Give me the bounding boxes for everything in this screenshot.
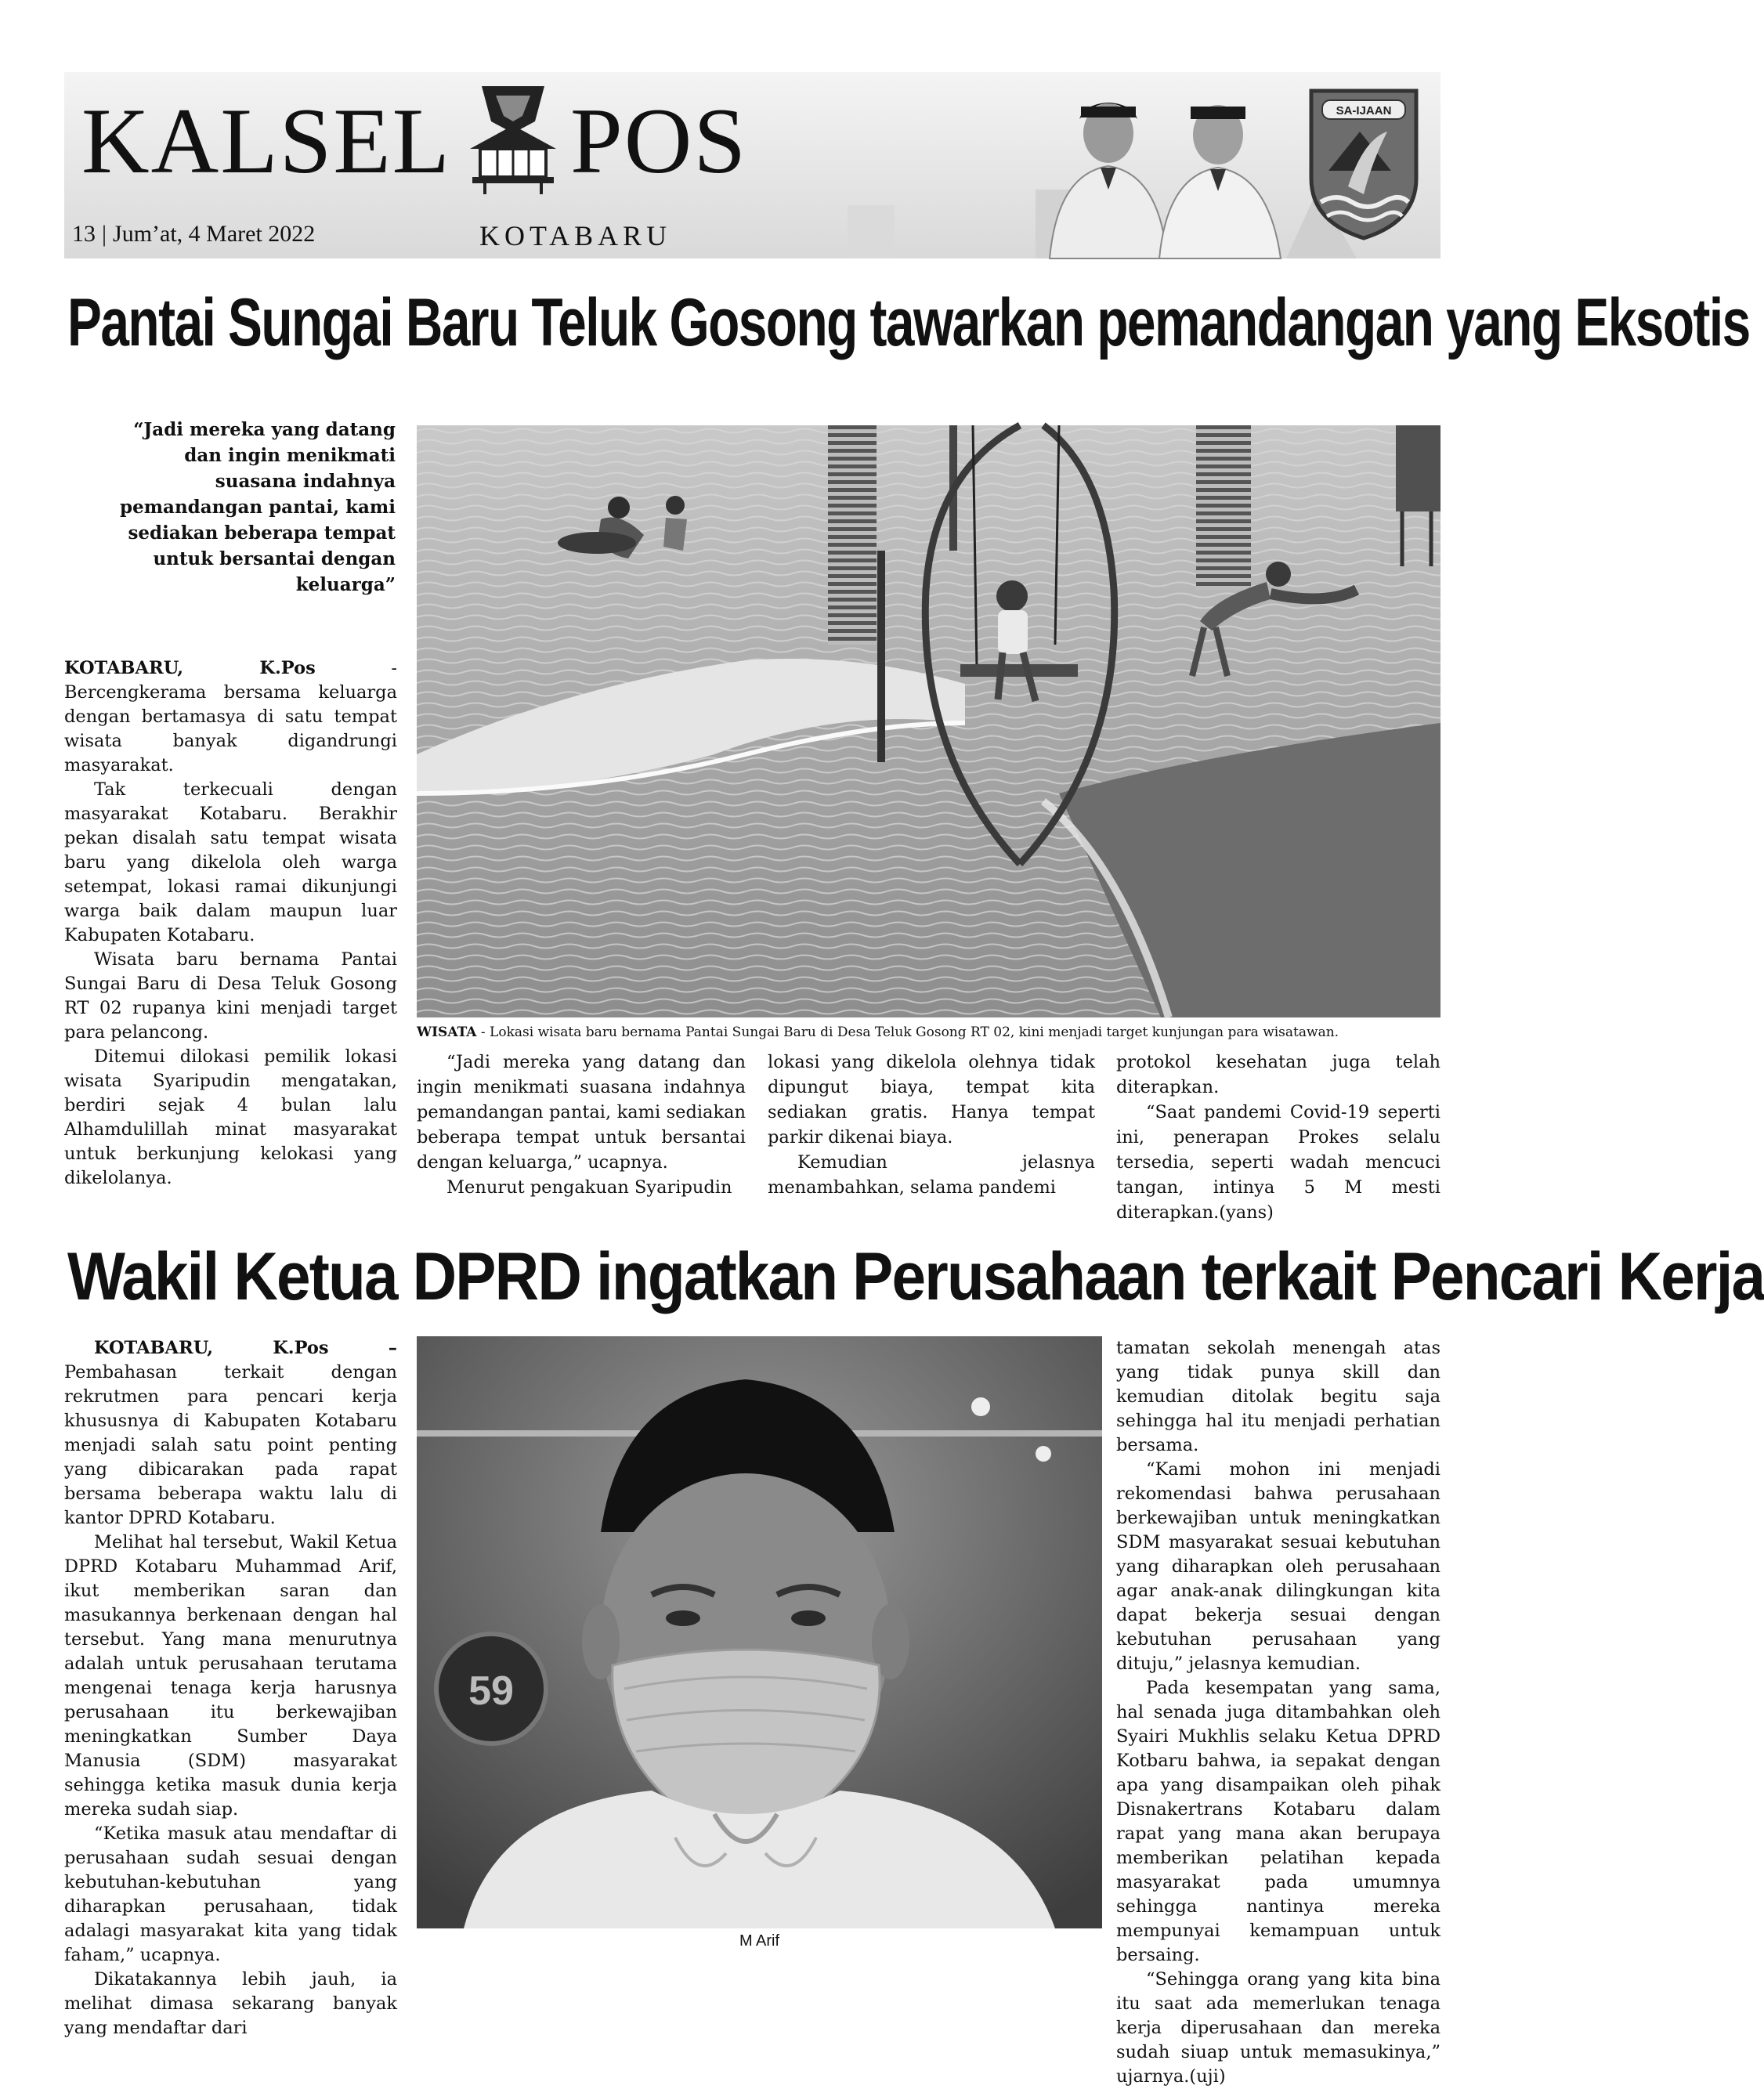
article-1-pullquote: “Jadi mereka yang datang dan ingin menikmati suasana indahnya pemandangan pantai, kami sediakan beberapa tempat untuk bersantai dengan keluarga”: [120, 419, 396, 595]
caption-label: WISATA: [417, 1025, 477, 1040]
dateline: KOTABARU, K.Pos –: [94, 1338, 397, 1358]
article-2-headline: Wakil Ketua DPRD ingatkan Perusahaan terkait Pencari Kerja: [67, 1239, 1764, 1314]
brand-name-right: POS: [570, 89, 748, 193]
paragraph: KOTABARU, K.Pos - Bercengkerama bersama keluarga dengan bertamasya di satu tempat wisata banyak digandrungi masyarakat.: [64, 658, 397, 775]
paragraph: “Kami mohon ini menjadi rekomendasi bahwa perusahaan berkewajiban untuk meningkatkan SDM masyarakat sesuai kebutuhan yang diharapkan oleh perusahaan agar anak-anak dilingkungan kita dapat bekerja sesuai dengan kebutuhan perusahaan yang dituju,” jelasnya kemudian.: [1116, 1459, 1440, 1674]
paragraph: KOTABARU, K.Pos – Pembahasan terkait dengan rekrutmen para pencari kerja khususnya di Kabupaten Kotabaru menjadi salah satu point penting yang dibicarakan pada rapat bersama beberapa waktu lalu di kantor DPRD Kotabaru.: [64, 1338, 397, 1528]
paragraph: Dikatakannya lebih jauh, ia melihat dimasa sekarang banyak yang mendaftar dari: [64, 1969, 397, 2038]
official-portrait-photo: [417, 1336, 1102, 1928]
paragraph: Menurut pengakuan Syaripudin: [446, 1177, 732, 1198]
article-2-column-1: [64, 1336, 397, 2040]
paragraph: Pada kesempatan yang sama, hal senada juga ditambahkan oleh Syairi Mukhlis selaku Ketua DPRD Kotbaru bahwa, ia sepakat dengan apa yang disampaikan oleh pihak Disnakertrans Kotabaru dalam rapat yang mana akan berupaya memberikan pelatihan kepada masyarakat pada umumnya sehingga nantinya mereka mempunyai kemampuan untuk bersaing.: [1116, 1678, 1440, 1965]
issue-info: 13 | Jum’at, 4 Maret 2022: [72, 221, 316, 247]
dateline: KOTABARU, K.Pos: [64, 658, 316, 678]
paragraph: Melihat hal tersebut, Wakil Ketua DPRD Kotabaru Muhammad Arif, ikut memberikan saran dan masukannya berkenaan dengan hal tersebut. Yang mana menurutnya adalah untuk perusahaan terutama mengenai tenaga kerja harusnya perusahaan itu berkewajiban meningkatkan Sumber Daya Manusia (SDM) masyarakat sehingga ketika masuk dunia kerja mereka sudah siap.: [64, 1532, 397, 1820]
article-2-column-3: [1116, 1336, 1440, 2089]
brand-name-left: KALSEL: [81, 89, 451, 193]
article-1-column-1: [64, 656, 397, 1191]
paragraph: “Jadi mereka yang datang dan ingin menikmati suasana indahnya pemandangan pantai, kami sediakan beberapa tempat untuk bersantai dengan keluarga,” ucapnya.: [417, 1052, 746, 1173]
article-1-column-4: [1116, 1050, 1440, 1225]
paragraph: protokol kesehatan juga telah diterapkan.: [1116, 1052, 1440, 1097]
article-1-column-3: [768, 1050, 1095, 1200]
article-1-column-2: [417, 1050, 746, 1200]
beach-swing-photo: [417, 425, 1440, 1017]
traditional-house-logo-icon: [466, 78, 560, 196]
paragraph: Ditemui dilokasi pemilik lokasi wisata Syaripudin mengatakan, berdiri sejak 4 bulan lalu Alhamdulillah minat masyarakat untuk berkunjung kelokasi yang dikelolanya.: [64, 1046, 397, 1188]
svg-text:59: 59: [468, 1668, 514, 1714]
paragraph: Kemudian jelasnya menambahkan, selama pandemi: [768, 1152, 1095, 1198]
paragraph: “Saat pandemi Covid-19 seperti ini, penerapan Prokes selalu tersedia, seperti wadah mencuci tangan, intinya 5 M mesti diterapkan.(yans): [1116, 1102, 1440, 1223]
paragraph: “Ketika masuk atau mendaftar di perusahaan sudah sesuai dengan kebutuhan-kebutuhan yang diharapkan perusahaan, tidak adalagi masyarakat kita yang tidak faham,” ucapnya.: [64, 1823, 397, 1965]
article-1-headline: Pantai Sungai Baru Teluk Gosong tawarkan pemandangan yang Eksotis: [67, 285, 1750, 360]
paragraph: tamatan sekolah menengah atas yang tidak punya skill dan kemudian ditolak begitu saja sehingga hal itu menjadi perhatian bersama.: [1116, 1338, 1440, 1455]
issue-date: Jum’at, 4 Maret 2022: [113, 221, 316, 247]
paragraph: Wisata baru bernama Pantai Sungai Baru di Desa Teluk Gosong RT 02 rupanya kini menjadi target para pelancong.: [64, 949, 397, 1043]
section-name: KOTABARU: [479, 220, 672, 251]
paragraph: “Sehingga orang yang kita bina itu saat ada memerlukan tenaga kerja diperusahaan dan mereka sudah siuap untuk memasukinya,” ujarnya.(uji): [1116, 1969, 1440, 2087]
paragraph: lokasi yang dikelola olehnya tidak dipungut biaya, tempat kita sediakan gratis. Hanya tempat parkir dikenai biaya.: [768, 1052, 1095, 1148]
article-1-photo-caption: [417, 1024, 1440, 1041]
kotabaru-regency-crest-icon: [1305, 85, 1422, 241]
article-2-photo-caption: M Arif: [739, 1932, 780, 1950]
paragraph: Tak terkecuali dengan masyarakat Kotabaru. Berakhir pekan disalah satu tempat wisata baru yang dikelola oleh warga setempat, lokasi ramai dikunjungi warga baik dalam maupun luar Kabupaten Kotabaru.: [64, 779, 397, 945]
crest-text: SA-IJAAN: [1336, 104, 1392, 117]
page-number: 13: [72, 221, 96, 247]
caption-text: - Lokasi wisata baru bernama Pantai Sungai Baru di Desa Teluk Gosong RT 02, kini menjadi target kunjungan para wisatawan.: [476, 1025, 1339, 1040]
regional-officials-photo: [1042, 72, 1285, 258]
